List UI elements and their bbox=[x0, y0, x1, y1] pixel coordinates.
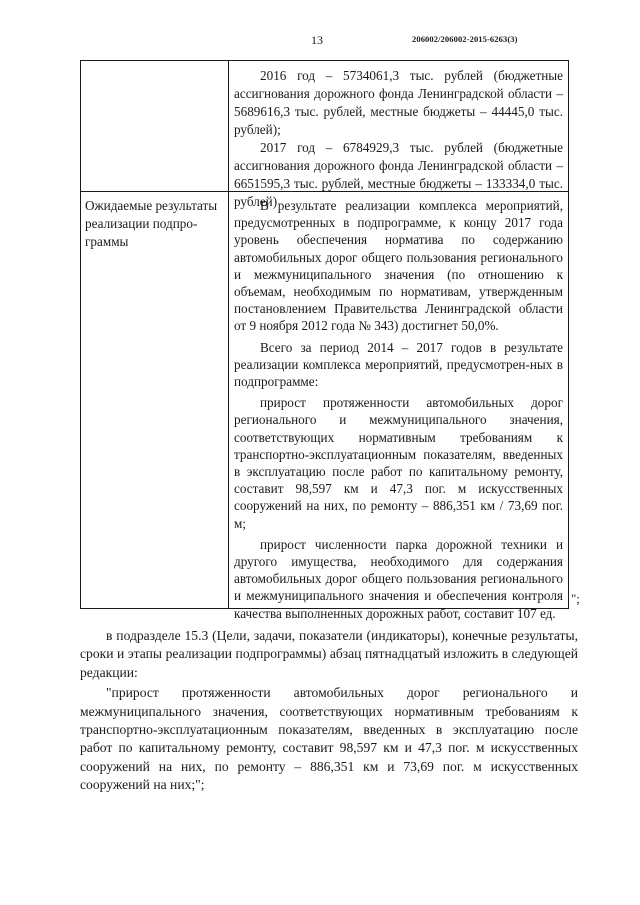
result-paragraph-2: Всего за период 2014 – 2017 годов в результате реализации комплекса мероприятий, предусмотрен-ных в подпрограмме: bbox=[234, 339, 563, 390]
amendment-text bbox=[80, 627, 578, 795]
funding-cell bbox=[234, 67, 563, 211]
row-label-expected-results: Ожидаемые результаты реализации подпро-граммы bbox=[85, 198, 218, 249]
column-divider bbox=[228, 61, 229, 608]
program-table bbox=[80, 60, 569, 621]
result-paragraph-4: прирост численности парка дорожной техники и другого имущества, необходимого для содержания автомобильных дорог общего пользования регионального и межмуниципального значения и обеспечения контроля качества выполненных дорожных работ, составит 107 ед. bbox=[234, 536, 563, 621]
funding-2017: 2017 год – 6784929,3 тыс. рублей (бюджетные ассигнования дорожного фонда Ленинградской области – 6651595,3 тыс. рублей, местные бюджеты – 133334,0 тыс. рублей) bbox=[234, 140, 563, 209]
document-code: 206002/206002-2015-6263(3) bbox=[412, 34, 518, 44]
result-paragraph-1: В результате реализации комплекса мероприятий, предусмотренных в подпрограмме, к концу 2017 года уровень обеспечения норматива по содержанию автомобильных дорог общего пользования регионального и межмуниципального значения (по отношению к объемам, необходимым по нормативам, утвержденным постановлением Правительства Ленинградской области от 9 ноября 2012 года № 343) достигнет 50,0%. bbox=[234, 198, 563, 334]
closing-quote-mark: "; bbox=[571, 591, 580, 606]
amendment-paragraph: в подразделе 15.3 (Цели, задачи, показатели (индикаторы), конечные результаты, сроки и этапы реализации подпрограммы) абзац пятнадцатый изложить в следующей редакции: bbox=[80, 628, 578, 680]
page-number: 13 bbox=[311, 33, 323, 47]
expected-results-cell bbox=[234, 197, 563, 622]
funding-2016: 2016 год – 5734061,3 тыс. рублей (бюджетные ассигнования дорожного фонда Ленинградской области – 5689616,3 тыс. рублей, местные бюджеты – 44445,0 тыс. рублей); bbox=[234, 68, 563, 137]
result-paragraph-3: прирост протяженности автомобильных дорог регионального и межмуниципального значения, соответствующих нормативным требованиям к транспортно-эксплуатационным показателям, введенных в эксплуатацию после работ по капитальному ремонту, составит 98,597 км и 47,3 пог. м искусственных сооружений на них, по ремонту – 886,351 км / 73,69 пог. м; bbox=[234, 395, 563, 531]
amendment-quote: "прирост протяженности автомобильных дорог регионального и межмуниципального значения, соответствующих нормативным требованиям к транспортно-эксплуатационным показателям, введенных в эксплуатацию после работ по капитальному ремонту, составит 98,597 км и 47,3 пог. м искусственных сооружений на них, по ремонту – 886,351 км и 73,69 пог. м искусственных сооружений на них;"; bbox=[80, 685, 578, 793]
